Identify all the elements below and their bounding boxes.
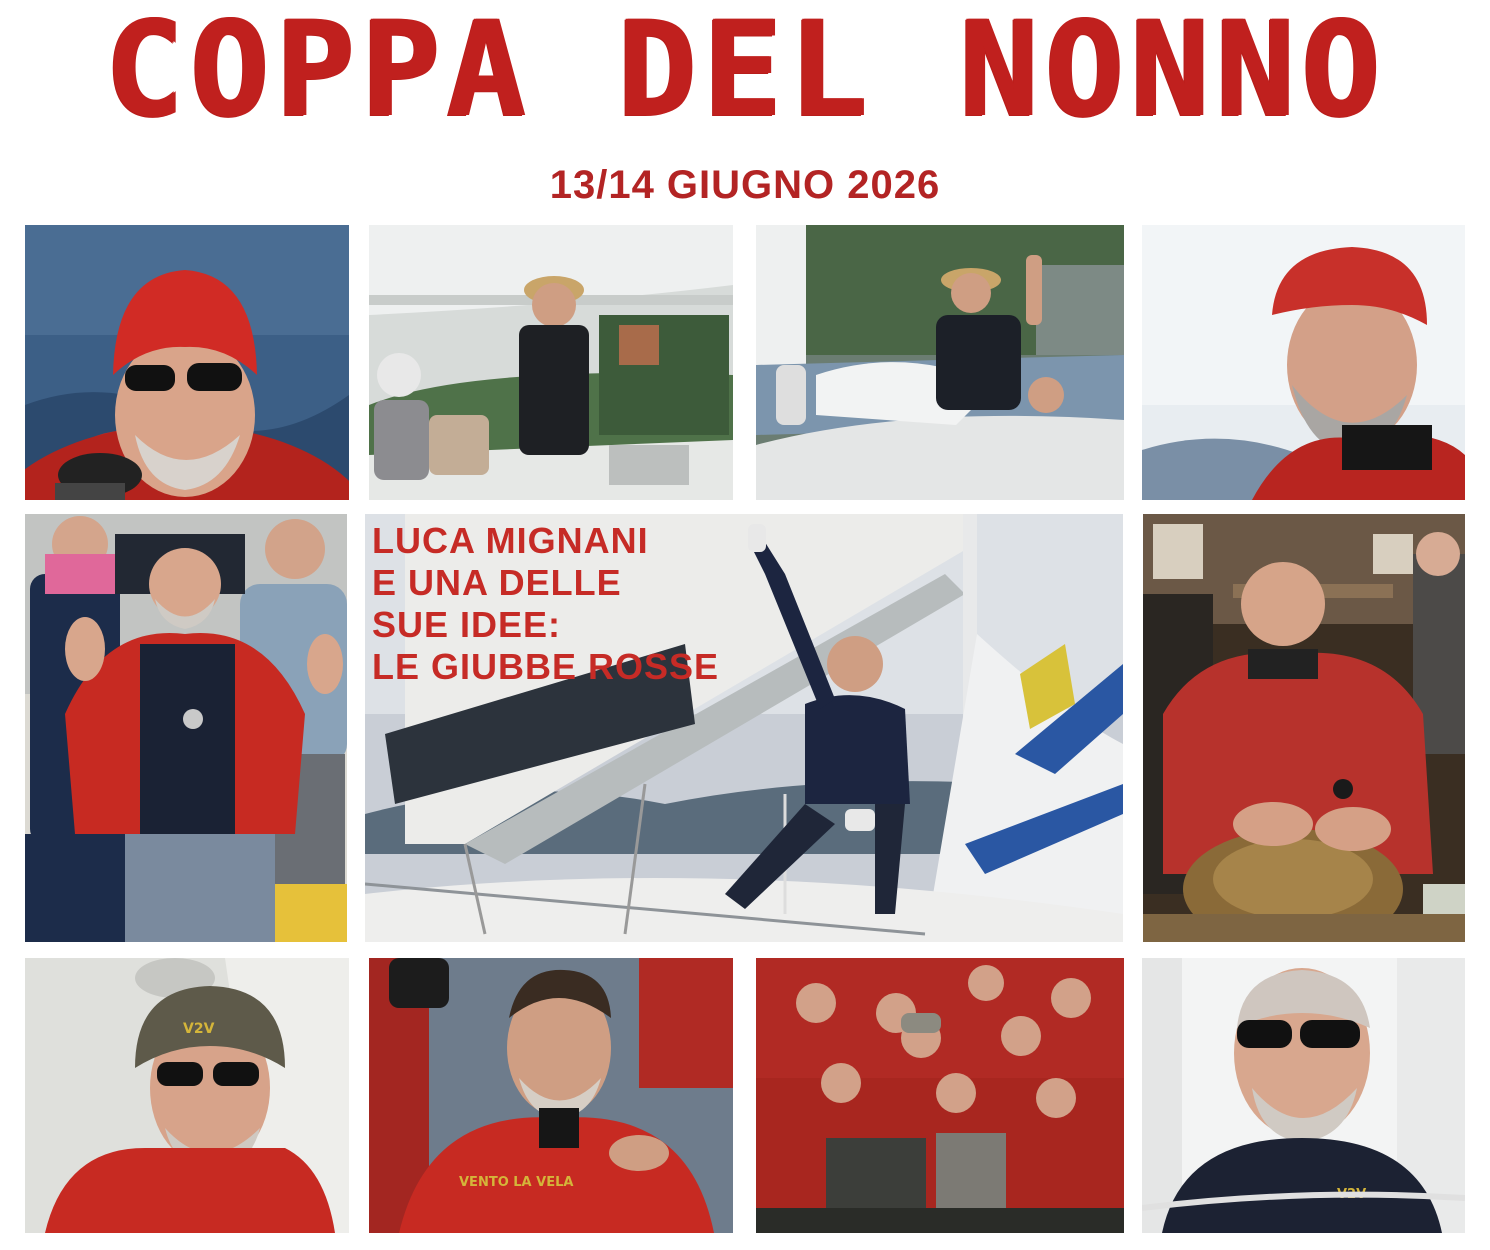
svg-text:VENTO LA VELA: VENTO LA VELA	[459, 1175, 574, 1190]
caption-overlay	[372, 520, 719, 688]
photo-grey-beanie-smiling-man	[25, 958, 349, 1233]
svg-text:V2V: V2V	[1337, 1187, 1367, 1202]
poster-title: COPPA DEL NONNO	[103, 0, 1387, 147]
event-date: 13/14 GIUGNO 2026	[549, 163, 941, 207]
caption-line-1: LUCA MIGNANI	[372, 520, 649, 561]
photo-sunglasses-sailor-smiling	[1142, 958, 1465, 1233]
caption-line-2: E UNA DELLE	[372, 562, 622, 603]
photo-red-beanie-profile-man	[1142, 225, 1465, 500]
photo-medal-winners-waving	[25, 514, 347, 942]
photo-carving-prosciutto	[1143, 514, 1465, 942]
photo-red-jacket-group-photo	[756, 958, 1124, 1233]
svg-text:V2V: V2V	[183, 1021, 215, 1037]
photo-crew-on-sailboat-deck	[369, 225, 733, 500]
caption-line-3: SUE IDEE:	[372, 604, 562, 645]
photo-red-beanie-sunglasses-man	[25, 225, 349, 500]
photo-peace-sign-helmsman	[756, 225, 1124, 500]
caption-line-4: LE GIUBBE ROSSE	[372, 646, 720, 687]
photo-red-jacket-seated-man	[369, 958, 733, 1233]
